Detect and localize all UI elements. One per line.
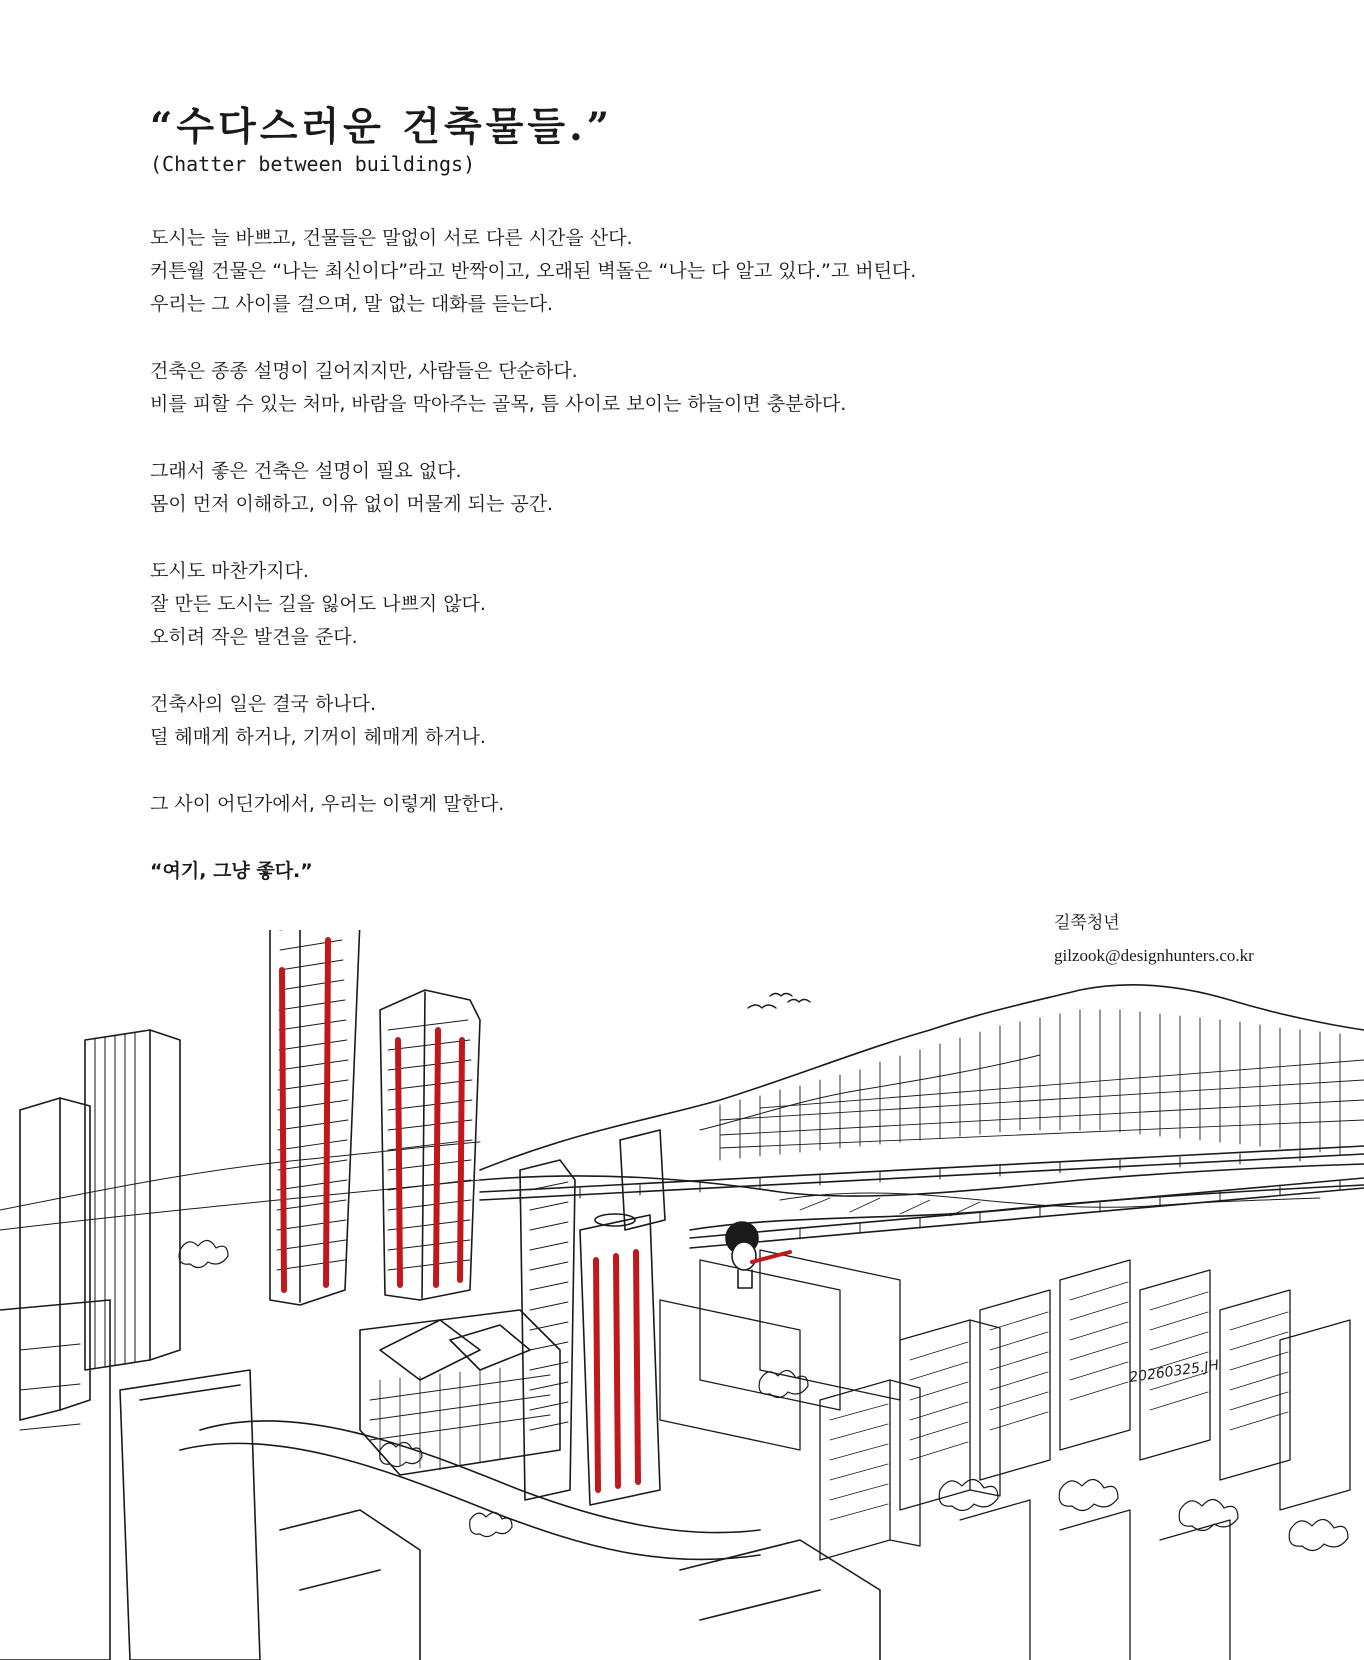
- tree-clusters: [179, 1240, 1348, 1550]
- paragraph-5: [150, 688, 1150, 754]
- essay-line: 그 사이 어딘가에서, 우리는 이렇게 말한다.: [150, 793, 505, 815]
- red-accent-stripe: [282, 970, 284, 1290]
- red-accent-stripe: [616, 1256, 618, 1486]
- paragraph-2: [150, 355, 1150, 421]
- apartment-blocks: [660, 1250, 1350, 1660]
- striped-tower: [85, 1030, 180, 1370]
- page-subtitle: (Chatter between buildings): [150, 152, 476, 176]
- red-accent-stripe: [596, 1260, 598, 1490]
- essay-line: 우리는 그 사이를 걸으며, 말 없는 대화를 듣는다.: [150, 293, 554, 315]
- essay-line: 잘 만든 도시는 길을 잃어도 나쁘지 않다.: [150, 593, 486, 615]
- red-accent-stripe: [326, 940, 328, 1285]
- essay-line: 오히려 작은 발견을 준다.: [150, 626, 358, 648]
- paragraph-1: [150, 222, 1150, 321]
- essay-line: 도시는 늘 바쁘고, 건물들은 말없이 서로 다른 시간을 산다.: [150, 227, 633, 249]
- essay-line: 건축은 종종 설명이 길어지지만, 사람들은 단순하다.: [150, 360, 578, 382]
- birds: [748, 994, 810, 1009]
- essay-line: 그래서 좋은 건축은 설명이 필요 없다.: [150, 460, 462, 482]
- essay-line: 도시도 마찬가지다.: [150, 560, 309, 582]
- red-accent-stripe: [460, 1040, 462, 1280]
- closing-paragraph: [150, 855, 1150, 888]
- essay-body: [150, 222, 1150, 922]
- center-tower: [520, 1160, 575, 1500]
- twin-tower-right: [380, 990, 480, 1300]
- essay-line: 커튼월 건물은 “나는 최신이다”라고 반짝이고, 오래된 벽돌은 “나는 다 알고 있다.”고 버틴다.: [150, 260, 917, 282]
- city-sketch-illustration: [0, 930, 1364, 1660]
- essay-line: 덜 헤매게 하거나, 기꺼이 헤매게 하거나.: [150, 726, 486, 748]
- podium-mall: [360, 1310, 560, 1475]
- red-accent-stripe: [398, 1040, 400, 1285]
- red-accent-stripe: [636, 1252, 638, 1482]
- sketch-date-note: 20260325.JH: [1128, 1357, 1221, 1386]
- paragraph-3: [150, 455, 1150, 521]
- closing-quote: “여기, 그냥 좋다.”: [150, 860, 313, 882]
- paragraph-6: [150, 788, 1150, 821]
- author-name: 길쭉청년: [1054, 913, 1120, 932]
- figure-character: [726, 1222, 758, 1288]
- red-scarf: [752, 1252, 790, 1262]
- essay-line: 비를 피할 수 있는 처마, 바람을 막아주는 골목, 틈 사이로 보이는 하늘이면 충분하다.: [150, 393, 847, 415]
- bridge-near: [690, 1178, 1364, 1248]
- essay-line: 건축사의 일은 결국 하나다.: [150, 693, 377, 715]
- page-title: “수다스러운 건축물들.”: [150, 104, 614, 150]
- left-tower: [20, 1098, 90, 1420]
- foreground-buildings: [0, 1300, 880, 1660]
- hillside-village: [720, 1010, 1364, 1160]
- red-accent-stripe: [436, 1030, 438, 1285]
- author-email: gilzook@designhunters.co.kr: [1054, 946, 1254, 965]
- essay-line: 몸이 먼저 이해하고, 이유 없이 머물게 되는 공간.: [150, 493, 554, 515]
- paragraph-4: [150, 555, 1150, 654]
- hills-outline: [480, 985, 1364, 1170]
